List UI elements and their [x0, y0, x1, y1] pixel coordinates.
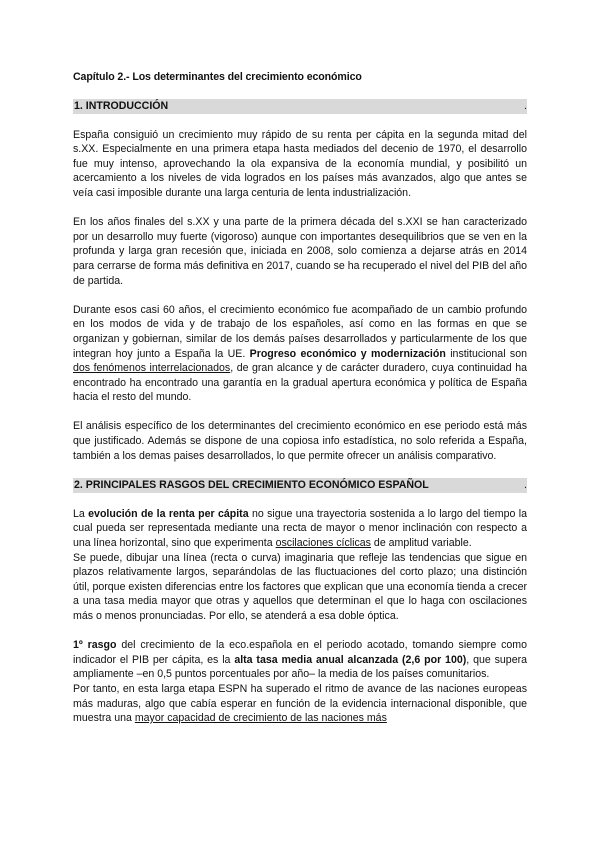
paragraph-7	[73, 638, 527, 682]
underlined-phrase: dos fenómenos interrelacionados	[73, 362, 231, 375]
paragraph-6: Se puede, dibujar una línea (recta o curva) imaginaria que refleje las tendencias que sigue en plazos relativamente largos, separándolas de las fluctuaciones del corto plazo; una distinción útil, porque existen diferencias entre los factores que explican que una economía tienda a crecer a una tasa media mayor que otras y aquellos que determinan el que lo haga con oscilaciones más o menos pronunciadas. Por ello, se atenderá a esa doble óptica.	[73, 551, 527, 622]
bold-phrase: 1º rasgo	[73, 639, 117, 652]
text-run: , que supera ampliamente –en 0,5 puntos porcentuales por año– la media de los países comunitarios.	[73, 653, 528, 681]
section-end-mark: .	[524, 478, 527, 491]
chapter-title: Capítulo 2.- Los determinantes del crecimiento económico	[73, 71, 362, 83]
text-run: , de gran alcance y de carácter duradero, cuya continuidad ha encontrado ha encontrado una garantía en la gradual apertura económica y política de España hacia el resto del mundo.	[73, 362, 527, 404]
underlined-phrase: oscilaciones cíclicas	[275, 537, 371, 550]
document-page	[73, 62, 527, 740]
text-run: La	[73, 507, 89, 520]
section-heading-introduccion	[73, 99, 527, 114]
paragraph-4: El análisis específico de los determinantes del crecimiento económico en ese periodo está más que justificado. Además se dispone de una copiosa info estadística, no solo referida a España, también a los demas paises desarrollados, lo que permite ofrecer un análisis comparativo.	[73, 420, 527, 462]
bold-phrase: Progreso económico y modernización	[249, 347, 446, 360]
text-run: Por tanto, en esta larga etapa ESPN ha superado el ritmo de avance de las naciones europeas más maduras, algo que cabía esperar en función de la evidencia internacional disponible, que muestra una	[73, 682, 527, 725]
text-run: no sigue una trayectoria sostenida a lo largo del tiempo la cual pueda ser representada mediante una recta de mayor o menor inclinación con respecto a una línea horizontal, sino que experimenta	[73, 507, 528, 550]
paragraph-5	[73, 507, 527, 551]
section-end-mark: .	[524, 99, 527, 112]
text-run: de amplitud variable.	[370, 537, 472, 550]
paragraph-1: España consiguió un crecimiento muy rápido de su renta per cápita en la segunda mitad del s.XX. Especialmente en una primera etapa hasta mediados del decenio de 1970, el desarrollo fue muy intenso, aprovechando la ola expansiva de la economía mundial, y posibilitó un acercamiento a los niveles de vida logrados en los países más avanzados, algo que antes se veía casi imposible durante una larga centuria de lenta industrialización.	[73, 128, 527, 199]
text-run: Durante esos casi 60 años, el crecimiento económico fue acompañado de un cambio profundo en los modos de vida y de trabajo de los españoles, así como en las formas en que se organizan y gobiernan, similar de los demás países desarrollados y particularmente de los que integran hoy junto a España la UE.	[73, 303, 527, 360]
paragraph-2: En los años finales del s.XX y una parte de la primera década del s.XXI se han caracterizado por un desarrollo muy fuerte (vigoroso) aunque con importantes desequilibrios que se ven en la profunda y larga gran recesión que, iniciada en 2008, solo comienza a dejarse atrás en 2014 para cerrarse de forma más definitiva en 2017, cuando se ha recuperado el nivel del PIB del año de partida.	[73, 216, 527, 287]
bold-phrase: evolución de la renta per cápita	[88, 507, 249, 520]
bold-phrase: alta tasa media anual alcanzada (2,6 por 100)	[234, 653, 467, 666]
paragraph-8	[73, 682, 527, 726]
section-title: 2. PRINCIPALES RASGOS DEL CRECIMIENTO ECONÓMICO ESPAÑOL	[74, 478, 429, 491]
section-title: 1. INTRODUCCIÓN	[74, 99, 169, 112]
paragraph-3	[73, 303, 527, 405]
text-run: institucional son	[445, 347, 527, 360]
underlined-phrase: mayor capacidad de crecimiento de las naciones más	[134, 712, 387, 725]
section-heading-rasgos	[73, 478, 527, 493]
text-run: del crecimiento de la eco.española en el periodo acotado, tomando siempre como indicador el PIB per cápita, es la	[73, 639, 527, 666]
